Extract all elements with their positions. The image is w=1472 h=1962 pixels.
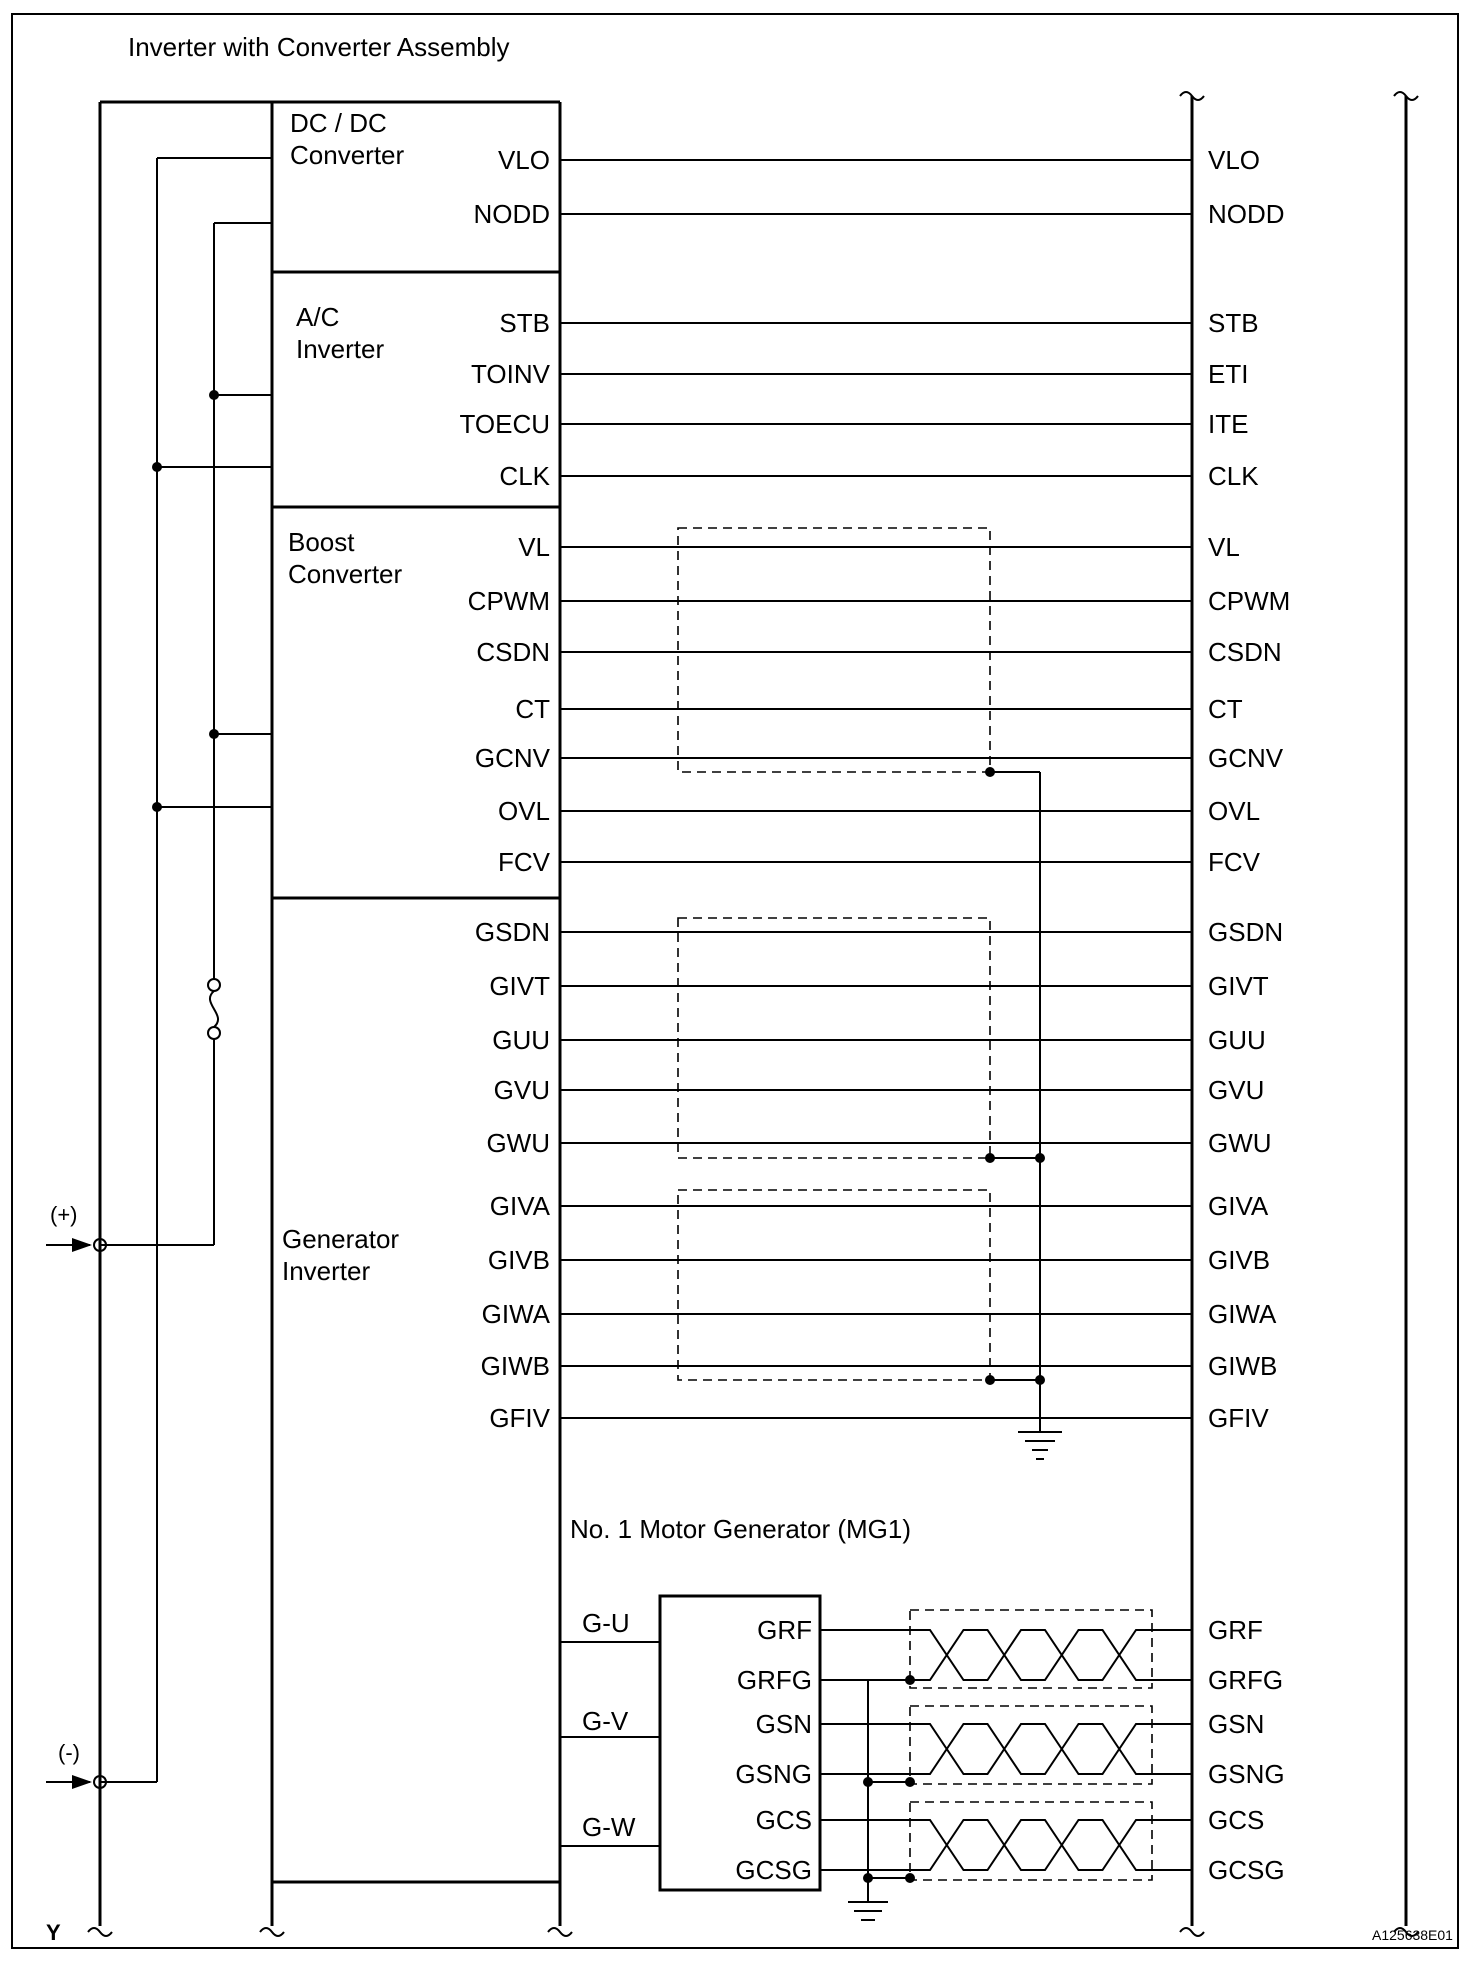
signal-left-label: GVU — [493, 1075, 550, 1105]
signal-row — [476, 637, 1281, 667]
shield-gen-sensor — [678, 918, 990, 1158]
signal-left-label: GSDN — [474, 917, 550, 947]
signal-row — [468, 586, 1291, 616]
signal-right-label: GCNV — [1208, 743, 1284, 773]
signal-right-label: GIVT — [1208, 971, 1269, 1001]
signal-right-label: ETI — [1208, 359, 1249, 389]
section-generator-inverter — [282, 1224, 399, 1286]
signal-left-label: GIWB — [480, 1351, 550, 1381]
signal-right-label: OVL — [1208, 796, 1261, 826]
signal-left-label: GIWA — [481, 1299, 550, 1329]
section-title-line: Boost — [288, 527, 355, 557]
corner-label: Y — [46, 1920, 61, 1945]
junction-dot — [152, 802, 162, 812]
motor-phase-wires — [560, 1608, 660, 1846]
signal-row — [475, 917, 1283, 947]
junction-dot — [985, 767, 995, 777]
junction-dot — [863, 1777, 873, 1787]
arrow-head — [72, 1775, 92, 1789]
signal-left-label: TOECU — [459, 409, 550, 439]
signal-left-label: OVL — [497, 796, 550, 826]
junction-dot — [985, 1375, 995, 1385]
resolver-row — [756, 1805, 1265, 1835]
signal-left-label: GIVT — [489, 971, 550, 1001]
phase-label: G-W — [582, 1812, 636, 1842]
signal-left-label: STB — [499, 308, 550, 338]
resolver-left-label: GSN — [755, 1709, 812, 1739]
shield-gen-current — [678, 1190, 990, 1380]
signal-right-label: GSDN — [1208, 917, 1284, 947]
power-supply-network — [100, 158, 272, 1782]
signal-right-label: GIVA — [1208, 1191, 1269, 1221]
section-title-line: Inverter — [296, 334, 385, 364]
junction-dot — [152, 462, 162, 472]
junction-dot — [905, 1675, 915, 1685]
terminal-minus-label: (-) — [58, 1740, 80, 1765]
resolver-row — [756, 1709, 1265, 1739]
fuse-terminal — [208, 1027, 220, 1039]
ground-symbol-icon — [1018, 1380, 1062, 1459]
phase-label: G-U — [582, 1608, 630, 1638]
signal-left-label: TOINV — [471, 359, 550, 389]
signal-right-label: NODD — [1208, 199, 1285, 229]
signal-row — [481, 1351, 1278, 1381]
signal-row — [515, 694, 1242, 724]
signal-row — [498, 145, 1260, 175]
resolver-right-label: GCSG — [1208, 1855, 1285, 1885]
signal-left-label: CLK — [499, 461, 550, 491]
signal-rows — [459, 145, 1290, 1433]
arrow-head — [72, 1238, 92, 1252]
resolver-left-label: GCS — [755, 1805, 812, 1835]
junction-dot — [905, 1873, 915, 1883]
section-title-line: Inverter — [282, 1256, 371, 1286]
shield-boost — [678, 528, 990, 772]
signal-right-label: STB — [1208, 308, 1259, 338]
junction-dot — [905, 1777, 915, 1787]
twisted-pair — [918, 1820, 1148, 1870]
resolver-row — [735, 1855, 1284, 1885]
signal-row — [471, 359, 1248, 389]
signal-row — [489, 971, 1268, 1001]
section-ac-inverter — [296, 302, 384, 364]
section-dcdc-converter — [290, 108, 404, 170]
section-title-line: A/C — [296, 302, 340, 332]
signal-left-label: CSDN — [476, 637, 550, 667]
signal-right-label: GIVB — [1208, 1245, 1271, 1275]
signal-row — [498, 796, 1260, 826]
signal-left-label: FCV — [498, 847, 550, 877]
motor-title: No. 1 Motor Generator (MG1) — [570, 1514, 911, 1544]
signal-row — [492, 1025, 1266, 1055]
signal-left-label: GFIV — [489, 1403, 550, 1433]
terminal-plus-label: (+) — [50, 1202, 78, 1227]
terminal-plus — [46, 1202, 106, 1252]
resolver-rows — [735, 1615, 1284, 1885]
shield-groups — [678, 528, 1045, 1428]
resolver-left-label: GSNG — [735, 1759, 812, 1789]
junction-dot — [985, 1153, 995, 1163]
resolver-left-label: GRF — [757, 1615, 812, 1645]
signal-left-label: GIVB — [487, 1245, 550, 1275]
section-title-line: Converter — [288, 559, 403, 589]
twisted-pair — [918, 1724, 1148, 1774]
junction-dot — [1035, 1153, 1045, 1163]
signal-row — [494, 1075, 1265, 1105]
signal-left-label: GWU — [486, 1128, 550, 1158]
section-title-line: Generator — [282, 1224, 400, 1254]
signal-row — [459, 409, 1248, 439]
resolver-left-label: GRFG — [736, 1665, 812, 1695]
signal-row — [475, 743, 1284, 773]
signal-left-label: GCNV — [474, 743, 550, 773]
junction-dot — [209, 390, 219, 400]
resolver-row — [757, 1615, 1263, 1645]
signal-row — [489, 1403, 1269, 1433]
resolver-right-label: GCS — [1208, 1805, 1265, 1835]
signal-row — [482, 1299, 1277, 1329]
signal-row — [473, 199, 1284, 229]
signal-left-label: GIVA — [489, 1191, 550, 1221]
signal-left-label: NODD — [473, 199, 550, 229]
signal-right-label: GUU — [1208, 1025, 1266, 1055]
signal-right-label: CLK — [1208, 461, 1259, 491]
signal-row — [490, 1191, 1269, 1221]
signal-right-label: VL — [1208, 532, 1240, 562]
signal-row — [498, 847, 1261, 877]
signal-right-label: GFIV — [1208, 1403, 1269, 1433]
signal-right-label: CPWM — [1208, 586, 1291, 616]
signal-right-label: VLO — [1208, 145, 1261, 175]
signal-right-label: CT — [1208, 694, 1243, 724]
figure-id: A125638E01 — [1372, 1927, 1453, 1943]
resolver-right-label: GRF — [1208, 1615, 1263, 1645]
signal-row — [486, 1128, 1271, 1158]
section-title-line: DC / DC — [290, 108, 387, 138]
fuse-terminal — [208, 979, 220, 991]
signal-right-label: GWU — [1208, 1128, 1272, 1158]
assembly-title: Inverter with Converter Assembly — [128, 32, 510, 62]
signal-right-label: GVU — [1208, 1075, 1265, 1105]
signal-right-label: GIWA — [1208, 1299, 1277, 1329]
section-boost-converter — [288, 527, 402, 589]
terminal-minus — [46, 1740, 106, 1789]
twisted-pair — [918, 1630, 1148, 1680]
junction-dot — [209, 729, 219, 739]
signal-row — [499, 308, 1258, 338]
signal-left-label: CT — [515, 694, 550, 724]
resolver-right-label: GRFG — [1208, 1665, 1284, 1695]
signal-right-label: GIWB — [1208, 1351, 1278, 1381]
resolver-right-label: GSN — [1208, 1709, 1265, 1739]
phase-label: G-V — [582, 1706, 629, 1736]
ground-symbol-icon — [848, 1878, 888, 1920]
resolver-left-label: GCSG — [735, 1855, 812, 1885]
signal-row — [518, 532, 1240, 562]
signal-right-label: ITE — [1208, 409, 1249, 439]
resolver-row — [735, 1759, 1284, 1789]
section-title-line: Converter — [290, 140, 405, 170]
signal-left-label: CPWM — [467, 586, 550, 616]
signal-row — [488, 1245, 1270, 1275]
fuse-symbol — [210, 991, 218, 1027]
signal-row — [499, 461, 1259, 491]
signal-left-label: VLO — [497, 145, 550, 175]
signal-right-label: FCV — [1208, 847, 1260, 877]
signal-left-label: VL — [518, 532, 550, 562]
signal-left-label: GUU — [492, 1025, 550, 1055]
resolver-right-label: GSNG — [1208, 1759, 1285, 1789]
signal-right-label: CSDN — [1208, 637, 1282, 667]
